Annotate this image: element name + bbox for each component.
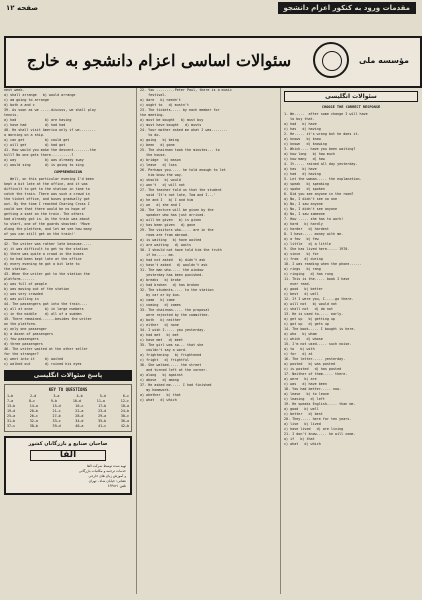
text-line: 46. The writer waited at the other seller xyxy=(4,347,88,351)
text-line: a) had not asked b) didn't ask xyxy=(140,258,206,262)
text-line: c) was d) have been xyxy=(284,382,327,386)
text-line: on the platform. xyxy=(4,322,37,326)
text-line: him know the way. xyxy=(140,173,183,177)
answer-cell: 1—b xyxy=(7,394,14,398)
text-line: c) had d) having xyxy=(284,172,321,176)
answer-cell: 2—d xyxy=(30,394,37,398)
text-line: a) No, I didn't see no one xyxy=(284,197,338,201)
text-line: c) we d) she and I xyxy=(140,203,181,207)
answer-cell: 3—a xyxy=(53,394,60,398)
institute-name: مؤسسه ملی xyxy=(359,56,409,65)
answer-cell: 37—c xyxy=(7,424,16,428)
answers-box-title: پاسخ سئوالات انگلیسی xyxy=(4,370,132,381)
text-line: a) was full of people xyxy=(4,282,47,286)
text-line: a) went into it b) waited xyxy=(4,357,64,361)
text-line: 4. It..... rained all day yesterday. xyxy=(284,162,358,166)
text-line: 41. How would you make the descent........the xyxy=(4,148,96,152)
text-line: to start, one of the guards shouted: 'Move xyxy=(4,222,90,226)
text-line: a) knows b) know xyxy=(284,137,321,141)
text-line: b) was moving out of the station xyxy=(4,287,70,291)
text-line: a) must be bought b) must buy xyxy=(140,118,204,122)
answer-cell: 40—a xyxy=(75,424,84,428)
text-line: 11. This is the..... book I have xyxy=(284,277,350,281)
answer-cell: 5—d xyxy=(99,394,106,398)
text-line: c) ringing d) has rung xyxy=(284,272,333,276)
text-line: c) been d) gone xyxy=(140,143,175,147)
text-line: c) has been given d) gave xyxy=(140,223,196,227)
text-line: 2. He..... it's wrong but he does it. xyxy=(284,132,360,136)
answer-cell: 4—b xyxy=(76,394,83,398)
text-line: a) good b) better xyxy=(284,287,323,291)
answer-cell: 31—b xyxy=(7,419,16,423)
text-line: b) a dozen of passengers xyxy=(4,332,53,336)
text-line: تلفن ۶۶۴۸۲۱ xyxy=(107,484,126,488)
text-line: c) for d) at xyxy=(284,352,313,356)
text-line: a) hard b) hardly xyxy=(284,222,323,226)
text-line: a) both b) neither xyxy=(140,318,181,322)
text-line: yesterday has been punished. xyxy=(140,273,204,277)
answer-cell: 41—c xyxy=(98,424,107,428)
text-line: if he..... me. xyxy=(140,253,175,257)
text-line: a) shall arrange b) would arrange xyxy=(4,93,76,97)
answer-cell: 25—a xyxy=(7,414,16,418)
answer-cell: 42—b xyxy=(120,424,129,428)
text-line: a) had met b) met xyxy=(140,333,179,337)
text-line: kept a bit late at the office, and it was xyxy=(4,182,88,186)
text-line: 8. I have..... money with me. xyxy=(284,232,344,236)
text-line: couldn't say a word. xyxy=(140,348,187,352)
text-line: 25. The chairman took the minutes... to xyxy=(140,148,220,152)
question-block xyxy=(4,242,132,367)
answer-cell: 28—d xyxy=(75,414,84,418)
section-label: COMPREHENSION xyxy=(53,170,83,174)
text-line: 3. Which.... have you been waiting? xyxy=(284,147,356,151)
text-line: out. By the time I reached Charing Cross I xyxy=(4,202,90,206)
text-line: difficult to get to the station in time to xyxy=(4,187,90,191)
text-line: a) leave b) to leave xyxy=(284,392,329,396)
top-strip xyxy=(0,0,422,30)
text-line: a) should b) would xyxy=(140,178,181,182)
text-line: c) will get d) had got xyxy=(4,143,66,147)
text-line: c) harder d) hardest xyxy=(284,227,329,231)
text-line: a) it was difficult to get to the station xyxy=(4,247,88,251)
answer-cell: 20—b xyxy=(29,409,38,413)
divider xyxy=(4,239,132,240)
text-line: a) how long b) how much xyxy=(284,152,336,156)
text-line: c) coming d) comes xyxy=(140,303,181,307)
question-block xyxy=(140,88,276,403)
text-line: a) posted b) was posted xyxy=(284,362,336,366)
text-line: b) there was quite a crowd in the buses xyxy=(4,252,84,256)
answer-key xyxy=(4,384,132,432)
text-line: a) get up b) getting up xyxy=(284,317,336,321)
text-line: festival. xyxy=(140,93,167,97)
text-line: a) good b) well xyxy=(284,407,319,411)
text-line: 5. Let the woman..... the explanation. xyxy=(284,177,362,181)
text-line: getting a seat on the train. The others xyxy=(4,212,84,216)
column-divider xyxy=(136,88,137,594)
answer-cell: 17—b xyxy=(98,404,107,408)
answer-cell: 35—b xyxy=(98,419,107,423)
advertisement xyxy=(4,436,132,495)
answer-cell: 10—d xyxy=(72,399,81,403)
text-line: a) since b) for xyxy=(284,252,319,256)
answer-cell: 19—d xyxy=(7,409,16,413)
text-line: c) from d) during xyxy=(284,257,323,261)
text-line: d) No, I saw someone xyxy=(284,212,325,216)
text-line: along the platform, and let me see how many xyxy=(4,227,92,231)
text-line: the station. xyxy=(4,267,29,271)
left-column xyxy=(4,88,132,594)
answer-cell: 38—b xyxy=(29,424,38,428)
answer-cell: 39—d xyxy=(52,424,61,428)
text-line: 14. The book..... I bought is here. xyxy=(284,327,356,331)
text-line: a) will be given b) is given xyxy=(140,218,202,222)
text-line: c) must have bought d) musts xyxy=(140,123,202,127)
text-line: a) going b) being xyxy=(140,138,179,142)
text-line: تهیه شده توسط شرکت الفا xyxy=(86,464,126,468)
text-line: خدمات ترجمه و مکاتبات بازرگانی xyxy=(78,469,126,473)
text-line: room are from abroad. xyxy=(140,233,189,237)
ad-body xyxy=(10,464,126,489)
text-line: d) every evening he got a bit late to xyxy=(4,262,80,266)
answer-cell: 33—c xyxy=(52,419,61,423)
text-line: a) way b) was already sway xyxy=(4,158,84,162)
text-line: for the stranger? xyxy=(4,352,39,356)
text-line: c) have met d) meet xyxy=(140,338,183,342)
answer-cell: 8—c xyxy=(28,399,36,403)
text-line: 26. Perhaps you..... he told enough to let xyxy=(140,168,226,172)
text-line: نشانی: خیابان شاه ، تهران xyxy=(88,479,126,483)
institute-seal-icon xyxy=(313,42,349,78)
text-line: a) were b) are xyxy=(284,377,317,381)
text-line: c) was very crowded xyxy=(4,292,43,296)
text-line: c) hasn't asked d) wouldn't ask xyxy=(140,263,208,267)
text-line: c) ought to d) mustn't xyxy=(140,103,189,107)
text-line: the meeting. xyxy=(140,113,165,117)
text-line: 7. How ..... she has to work! xyxy=(284,217,344,221)
answer-row xyxy=(7,424,129,429)
text-line: platform....... xyxy=(4,277,35,281)
answers-heading: KEY TO QUESTIONS xyxy=(48,387,88,392)
text-line: c) above d) among xyxy=(140,378,179,382)
answer-cell: 30—c xyxy=(120,414,129,418)
text-line: were rejected by the committee. xyxy=(140,313,210,317)
text-line: 44. The passengers got into the train.... xyxy=(4,302,88,306)
text-line: a) speak b) speaking xyxy=(284,182,329,186)
answer-cell: 34—d xyxy=(75,419,84,423)
text-line: ever read. xyxy=(284,282,311,286)
text-line: 27. The teacher told us that the student xyxy=(140,188,222,192)
text-line: the house. xyxy=(140,153,167,157)
ad-title: صاحبان صنایع و بازرگانان کشور xyxy=(28,441,108,447)
answer-cell: 14—a xyxy=(29,404,38,408)
text-line: 29. The visitors who..... are in the xyxy=(140,228,214,232)
text-line: next week. xyxy=(4,88,25,92)
answer-cell: 29—a xyxy=(98,414,107,418)
text-line: a) all at once b) in large numbers xyxy=(4,307,84,311)
text-line: c) known d) knowing xyxy=(284,142,327,146)
answer-cell: 23—d xyxy=(98,409,107,413)
text-line: a) a few b) few xyxy=(284,237,319,241)
answer-cell: 18—a xyxy=(120,404,129,408)
ad-logo: الفا xyxy=(30,450,106,461)
text-line: d) both a and c xyxy=(4,103,35,107)
text-line: 20. They..... here for ten years. xyxy=(284,417,352,421)
text-line: a) he and I b) I and him xyxy=(140,198,194,202)
text-line: c) few passengers xyxy=(4,337,39,341)
text-line: 34. I wish I..... you yesterday. xyxy=(140,328,206,332)
text-line: a) had b) are having xyxy=(4,118,72,122)
text-line: 15. I'm not used..... such noise. xyxy=(284,342,352,346)
text-line: a) to b) with xyxy=(284,347,315,351)
text-line: a) who b) whom xyxy=(284,332,317,336)
text-line: hill? No one gets there..........? xyxy=(4,153,74,157)
text-line: c) have lived d) are living xyxy=(284,427,344,431)
text-line: 1. We..... after some change I will have xyxy=(284,112,368,116)
text-line: 37. He asked me..... I had finished xyxy=(140,383,212,387)
text-line: a) live b) lived xyxy=(284,422,321,426)
answer-cell: 6—c xyxy=(122,394,129,398)
answer-cell: 9—b xyxy=(50,399,57,403)
text-line: و آموزش زبان های خارجی xyxy=(88,474,126,478)
answer-cell: 27—b xyxy=(52,414,61,418)
instructions: CHOOSE THE CORRECT RESPONSE xyxy=(321,105,381,109)
text-line: c) would sing d) is going to sing xyxy=(4,163,84,167)
text-line: c) shall not d) do not xyxy=(284,307,333,311)
text-line: 30. I should not have told him the truth xyxy=(140,248,222,252)
text-line: 21. I don't know..... he will come. xyxy=(284,432,356,436)
text-line: a) is waiting b) have waited xyxy=(140,238,202,242)
text-line: to buy that. xyxy=(284,117,315,121)
text-line: a) can get b) could get xyxy=(4,138,70,142)
answer-cell: 21—c xyxy=(52,409,61,413)
text-line: 10. I was reading when the phone...... xyxy=(284,262,362,266)
text-line: my homework. xyxy=(140,388,171,392)
text-line: 12. If I were you, I.....go there. xyxy=(284,297,354,301)
text-line: 28. The lecture will be given by the xyxy=(140,208,214,212)
text-line: c) what d) which xyxy=(140,398,177,402)
text-line: c) how many d) how xyxy=(284,157,325,161)
answer-cell: 32—a xyxy=(29,419,38,423)
text-line: had already got in. As the train was about xyxy=(4,217,90,221)
text-line: and turned left at the corner. xyxy=(140,368,208,372)
text-line: a) had b) have xyxy=(284,122,317,126)
text-line: said 'It's not late, Tom and I...' xyxy=(140,193,216,197)
question-block xyxy=(284,112,418,447)
text-line: 17. Neither of them..... there. xyxy=(284,372,348,376)
text-line: 18. You had better..... now. xyxy=(284,387,342,391)
text-line: c) had broken d) has broken xyxy=(140,283,200,287)
text-line: b) No, I saw anyone xyxy=(284,202,323,206)
text-line: 42. The writer was rather late because..... xyxy=(4,242,92,246)
text-line: a morning on a ship. xyxy=(4,133,45,137)
answer-rows xyxy=(7,394,129,429)
text-line: 31. The man who..... the window xyxy=(140,268,204,272)
answer-cell: 24—b xyxy=(120,409,129,413)
text-line: 22. You .........Peter Paul, there is a music xyxy=(140,88,232,92)
reading-passage xyxy=(4,177,132,237)
text-line: Well, on this particular evening I'd been xyxy=(4,177,94,181)
text-line: c) better d) best xyxy=(284,412,323,416)
text-line: a) bridge b) mason xyxy=(140,158,181,162)
text-line: c) won't d) will not xyxy=(140,183,185,187)
text-line: c) are waiting d) waits xyxy=(140,243,192,247)
text-line: d) three passengers xyxy=(4,342,43,346)
answer-cell: 26—c xyxy=(29,414,38,418)
text-line: c) leave d) loss xyxy=(140,163,177,167)
text-line: 43. When the writer got to the station the xyxy=(4,272,90,276)
text-line: 45. There remained.......besides the writer xyxy=(4,317,92,321)
text-line: a) breaks b) broke xyxy=(140,278,181,282)
text-line: c) leaving d) left xyxy=(284,397,325,401)
answer-cell: 36—a xyxy=(120,419,129,423)
text-line: 40. He shall visit America only if we........ xyxy=(4,128,96,132)
text-line: 23. The tickets..... by each member for xyxy=(140,108,220,112)
headline-banner xyxy=(4,36,422,88)
text-line: c) what d) which xyxy=(284,442,321,446)
text-line: the ticket office, and buses gradually got xyxy=(4,197,90,201)
text-line: 39. As soon as we .....discuss, we shall play xyxy=(4,108,96,112)
text-line: 33. The chairman..... the proposal xyxy=(140,308,210,312)
right-column xyxy=(284,88,418,594)
middle-column xyxy=(140,88,276,594)
text-line: speaker who has just arrived. xyxy=(140,213,206,217)
text-line: a) whether b) that xyxy=(140,393,181,397)
text-line: c) which d) whose xyxy=(284,337,323,341)
answer-cell: 12—c xyxy=(120,399,129,403)
text-line: 36. She walked..... the street xyxy=(140,363,202,367)
text-line: c) has d) having xyxy=(284,127,321,131)
text-line: of you can still get on the train!' xyxy=(4,232,76,236)
text-line: 9. She has lived here..... 1970. xyxy=(284,247,350,251)
section-title: سئوالات انگلیسی xyxy=(284,91,418,102)
text-line: c) spoke d) spoken xyxy=(284,187,325,191)
text-line: a) only one passenger xyxy=(4,327,47,331)
question-block xyxy=(4,88,132,168)
text-line: a) dare b) needn't xyxy=(140,98,181,102)
text-line: a) will not b) would not xyxy=(284,302,338,306)
text-line: a) came b) come xyxy=(140,298,175,302)
text-line: 19. He speaks English..... than me. xyxy=(284,402,356,406)
text-line: c) in the middle d) all of a sudden xyxy=(4,312,82,316)
answer-cell: 15—d xyxy=(52,404,61,408)
text-line: a) frightening b) frightened xyxy=(140,353,202,357)
text-line: a) if b) that xyxy=(284,437,315,441)
text-line: 13. He is used to..... early. xyxy=(284,312,344,316)
text-line: catch the train. There was such a crowd in xyxy=(4,192,90,196)
answer-cell: 13—b xyxy=(7,404,16,408)
text-line: 35. The girl was so... that she xyxy=(140,343,204,347)
text-line: c) am going to arrange xyxy=(4,98,49,102)
text-line: 6. Did you see anyone in the room? xyxy=(284,192,354,196)
answer-cell: 7—a xyxy=(7,399,14,403)
text-line: by car or by bus. xyxy=(140,293,181,297)
text-line: c) No, I didn't see anyone xyxy=(284,207,338,211)
text-line: c) walked out d) ruined his eyes xyxy=(4,362,82,366)
text-line: tennis. xyxy=(4,113,19,117)
text-line: 32. The students..... to the station xyxy=(140,288,214,292)
text-line: c) he had been kept late at the office xyxy=(4,257,82,261)
text-line: c) got up d) gets up xyxy=(284,322,329,326)
text-line: a) rings b) rang xyxy=(284,267,321,271)
text-line: c) best d) well xyxy=(284,292,319,296)
text-line: c) little d) a little xyxy=(284,242,331,246)
column-divider xyxy=(280,88,281,594)
answer-cell: 11—a xyxy=(96,399,105,403)
headline: سئوالات اساسی اعزام دانشجو به خارج xyxy=(26,51,292,70)
text-line: could see that there would be no hope of xyxy=(4,207,86,211)
text-line: c) either d) none xyxy=(140,323,179,327)
text-line: c) is posted d) has posted xyxy=(284,367,342,371)
text-line: a) has b) have xyxy=(284,167,317,171)
page-number: صفحه ۱۲ xyxy=(6,4,39,12)
text-line: c) fright d) frightful xyxy=(140,358,189,362)
text-line: d) was pulling in xyxy=(4,297,39,301)
text-line: a) along b) against xyxy=(140,373,183,377)
header-tag: مقدمات ورود به کنکور اعزام دانشجو xyxy=(278,2,416,14)
text-line: to do. xyxy=(140,133,161,137)
answer-cell: 16—c xyxy=(75,404,84,408)
text-line: 16. The letter..... yesterday. xyxy=(284,357,346,361)
answer-cell: 22—a xyxy=(75,409,84,413)
text-line: c) have had d) had had xyxy=(4,123,66,127)
text-line: 24. Your mother asked me what I was........ xyxy=(140,128,228,132)
